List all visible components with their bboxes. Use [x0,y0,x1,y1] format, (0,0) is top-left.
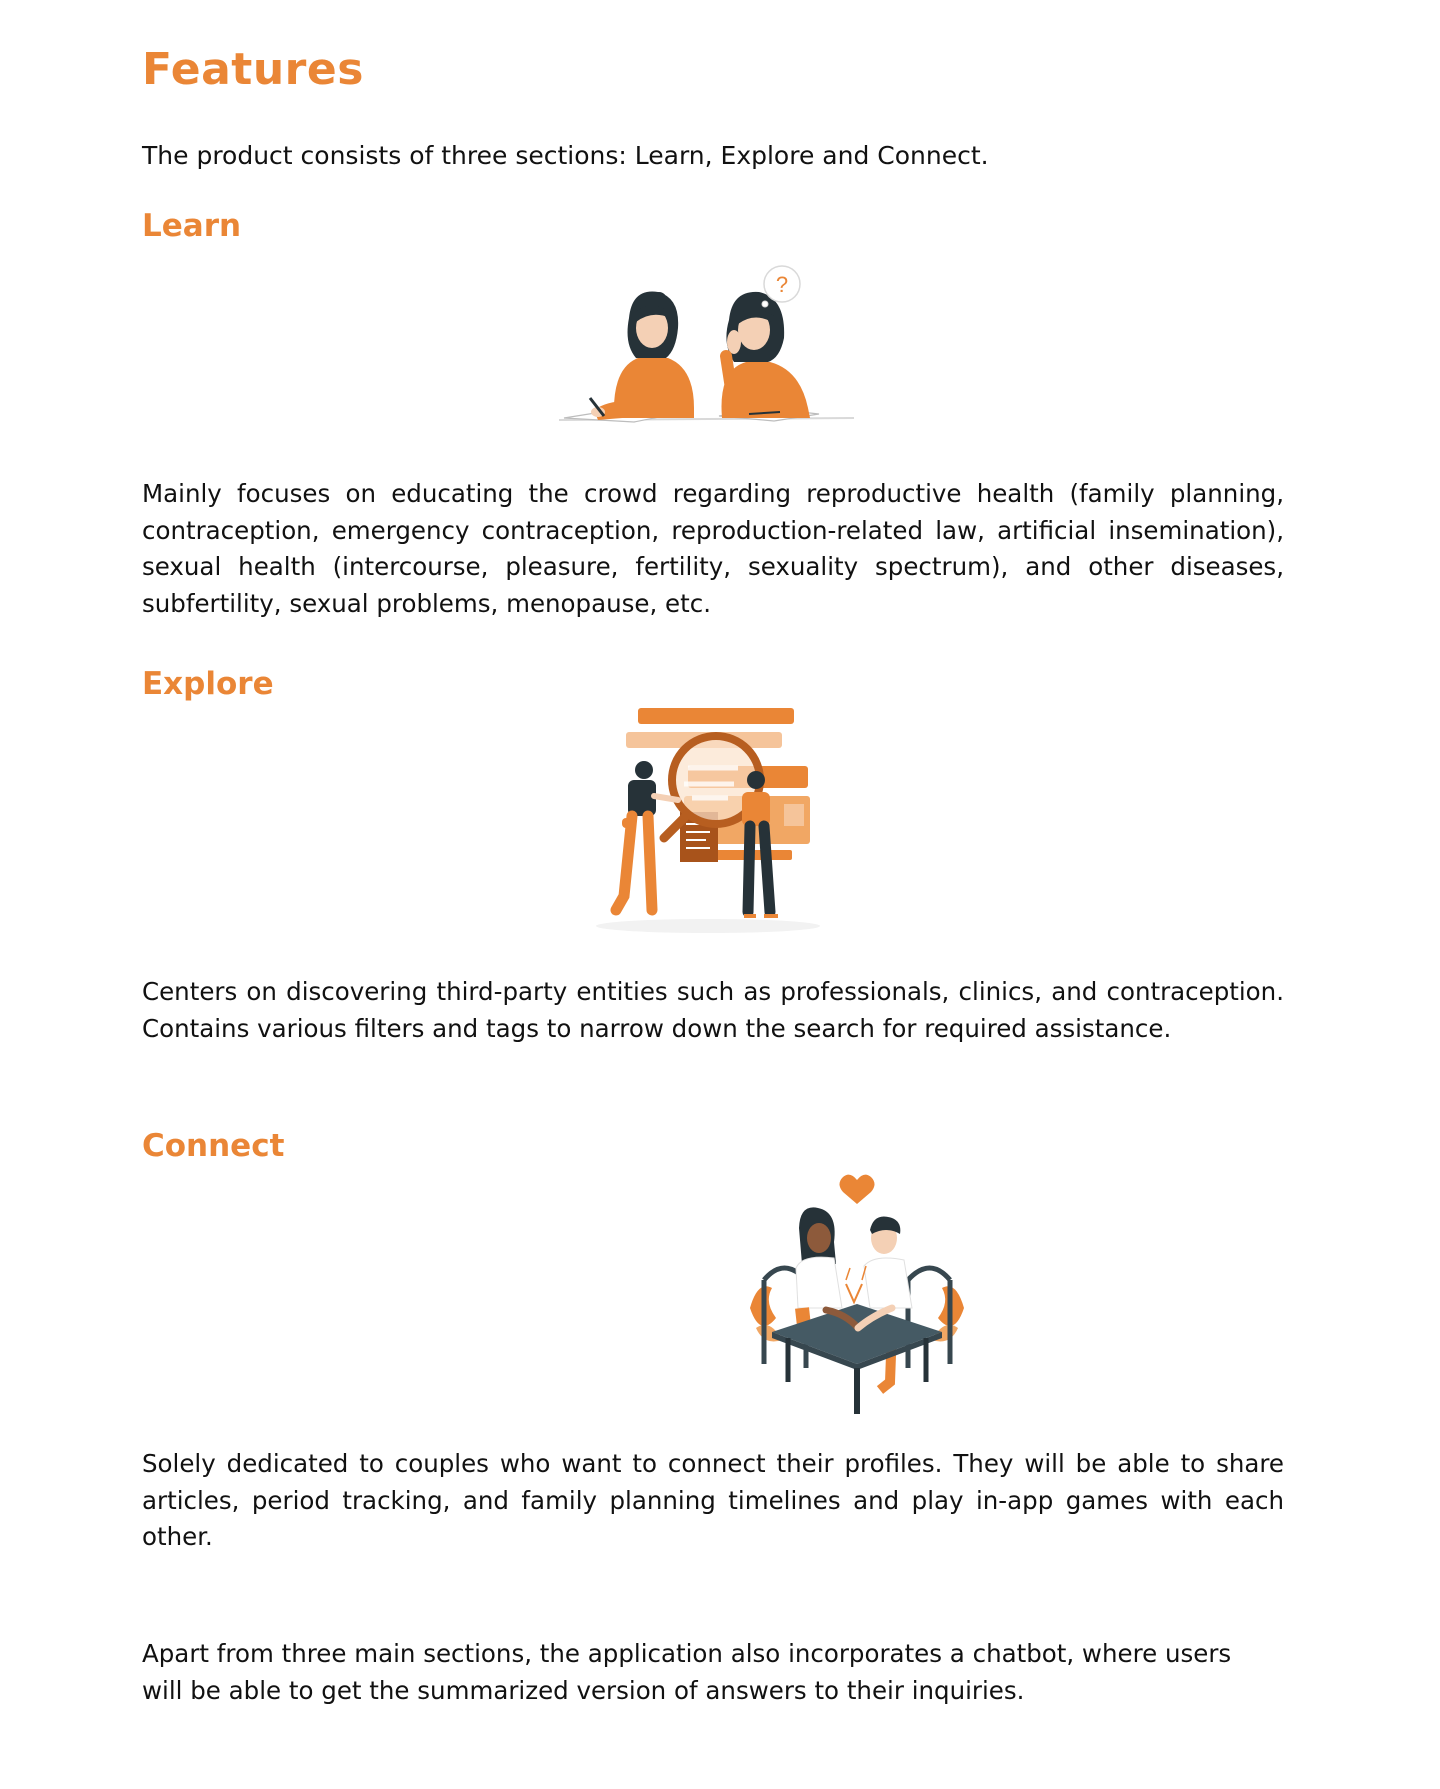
explore-illustration [588,700,828,936]
question-icon: ? [775,272,789,297]
explore-description: Centers on discovering third-party entities such as professionals, clinics, and contraception. Contains various filters and tags to narrow down the search for required assistance. [142,977,1284,1043]
page-title: Features [142,44,364,95]
connect-illustration [742,1168,972,1418]
learn-heading: Learn [142,208,242,244]
intro-text: The product consists of three sections: Learn, Explore and Connect. [142,141,989,170]
connect-heading: Connect [142,1128,285,1164]
explore-heading: Explore [142,666,274,702]
heart-icon [840,1175,875,1204]
learn-description: Mainly focuses on educating the crowd regarding reproductive health (family planning, contraception, emergency contraception, reproduction-related law, artificial insemination), sexual health (intercourse, pleasure, fertility, sexuality spectrum), and other diseases, subfertility, sexual problems, menopause, etc. [142,479,1284,618]
closing-text: Apart from three main sections, the application also incorporates a chatbot, where users will be able to get the summarized version of answers to their inquiries. [142,1639,1232,1705]
learn-illustration [554,258,864,430]
connect-description: Solely dedicated to couples who want to connect their profiles. They will be able to share articles, period tracking, and family planning timelines and play in-app games with each other. [142,1449,1284,1551]
